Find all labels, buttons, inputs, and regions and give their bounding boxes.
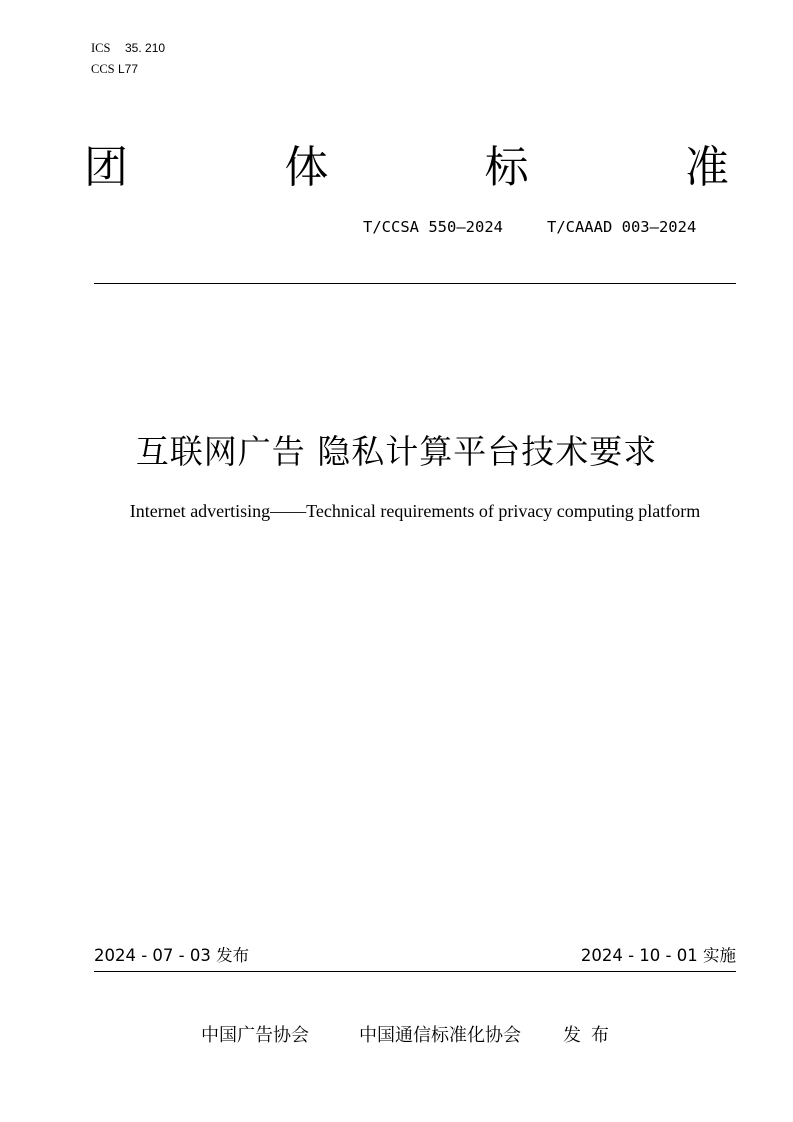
heading-char: 体 (284, 142, 329, 193)
standard-number-caaad: T/CAAAD 003—2024 (546, 218, 697, 236)
release-date: 2024 - 07 - 03 发布 (94, 946, 250, 965)
ics-code-row (91, 38, 165, 59)
document-title-english: Internet advertising——Technical requirements of privacy computing platform (129, 501, 701, 521)
standard-number-ccsa: T/CCSA 550—2024 (363, 218, 503, 236)
date-row (94, 945, 736, 967)
ccs-value: L77 (118, 62, 139, 76)
group-standard-heading (84, 141, 729, 195)
bottom-divider (94, 971, 736, 972)
ccs-code-row (91, 59, 165, 80)
publishers-line (201, 1024, 619, 1048)
implementation-date: 2024 - 10 - 01 实施 (580, 946, 736, 965)
top-divider (94, 283, 736, 284)
ics-label: ICS (91, 41, 111, 55)
heading-char: 准 (684, 142, 729, 193)
heading-char: 标 (484, 142, 529, 193)
document-title-chinese: 互联网广告 隐私计算平台技术要求 (135, 432, 658, 471)
publish-label: 发布 (563, 1025, 619, 1046)
classification-codes (91, 38, 165, 80)
ics-value: 35. 210 (125, 41, 166, 55)
heading-char: 团 (84, 142, 128, 193)
publisher-china-advertising-association: 中国广告协会 (201, 1025, 309, 1046)
standard-numbers (363, 217, 696, 237)
publisher-ccsa: 中国通信标准化协会 (359, 1025, 521, 1046)
ccs-label: CCS (91, 62, 115, 76)
